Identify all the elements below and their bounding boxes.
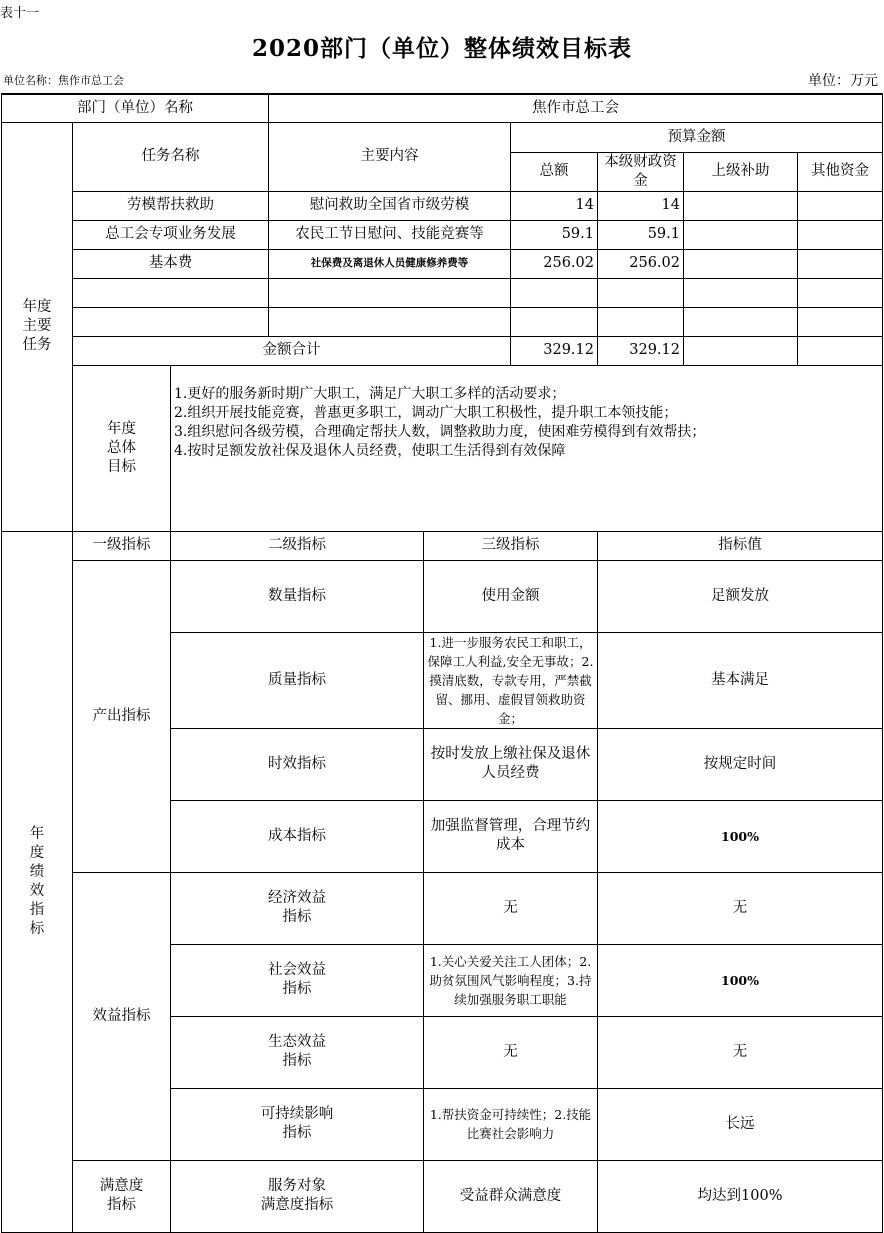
task-content xyxy=(269,278,511,307)
col-main-content: 主要内容 xyxy=(269,122,511,191)
goal-line: 4.按时足额发放社保及退休人员经费，使职工生活得到有效保障 xyxy=(174,442,566,459)
indicator-row xyxy=(2,1160,883,1232)
indicator-row xyxy=(2,560,883,632)
value-cell: 按规定时间 xyxy=(598,728,883,800)
level3-cell: 1.帮扶资金可持续性；2.技能比赛社会影响力 xyxy=(424,1088,598,1160)
dept-label: 部门（单位）名称 xyxy=(2,94,269,122)
level3-cell: 受益群众满意度 xyxy=(424,1160,598,1232)
task-local: 14 xyxy=(598,191,684,220)
level3-cell: 1.进一步服务农民工和职工，保障工人利益,安全无事故；2.摸清底数，专款专用，严禁截留、挪用、虚假冒领救助资金； xyxy=(424,632,598,728)
task-total xyxy=(511,278,598,307)
level2-cell: 数量指标 xyxy=(171,560,424,632)
sum-row xyxy=(2,336,883,365)
header-level2: 二级指标 xyxy=(171,531,424,560)
level2-cell: 质量指标 xyxy=(171,632,424,728)
level1-satisfaction: 满意度 指标 xyxy=(73,1160,171,1232)
level3-cell: 使用金额 xyxy=(424,560,598,632)
task-name: 基本费 xyxy=(73,249,269,278)
level3-cell: 1.关心关爱关注工人团体；2.助贫氛围风气影响程度；3.持续加强服务职工职能 xyxy=(424,944,598,1016)
level2-cell: 生态效益 指标 xyxy=(171,1016,424,1088)
task-upper xyxy=(684,307,798,336)
sum-upper xyxy=(684,336,798,365)
level2-cell: 经济效益 指标 xyxy=(171,872,424,944)
task-row xyxy=(2,191,883,220)
task-upper xyxy=(684,278,798,307)
level1-output: 产出指标 xyxy=(73,560,171,872)
unit-name: 单位名称：焦作市总工会 xyxy=(3,74,124,87)
task-row xyxy=(2,220,883,249)
task-upper xyxy=(684,191,798,220)
task-upper xyxy=(684,249,798,278)
task-local: 256.02 xyxy=(598,249,684,278)
sum-other xyxy=(798,336,883,365)
task-content xyxy=(269,307,511,336)
goals-text xyxy=(171,365,883,531)
sum-label: 金额合计 xyxy=(73,336,511,365)
task-name: 总工会专项业务发展 xyxy=(73,220,269,249)
goal-line: 1.更好的服务新时期广大职工，满足广大职工多样的活动要求； xyxy=(174,385,566,402)
task-name: 劳模帮扶救助 xyxy=(73,191,269,220)
task-content: 社保费及离退休人员健康修养费等 xyxy=(269,249,511,278)
level3-cell: 加强监督管理，合理节约成本 xyxy=(424,800,598,872)
goals-section-label xyxy=(73,365,171,531)
task-row xyxy=(2,278,883,307)
value-cell: 无 xyxy=(598,1016,883,1088)
page-title: 2020部门（单位）整体绩效目标表 xyxy=(251,35,632,62)
level2-cell: 可持续影响 指标 xyxy=(171,1088,424,1160)
level2-cell: 社会效益 指标 xyxy=(171,944,424,1016)
task-total: 14 xyxy=(511,191,598,220)
col-task-name: 任务名称 xyxy=(73,122,269,191)
task-name xyxy=(73,307,269,336)
task-other xyxy=(798,278,883,307)
tasks-section-text: 年度 主要 任务 xyxy=(22,299,52,353)
level2-cell: 服务对象 满意度指标 xyxy=(171,1160,424,1232)
level3-cell: 无 xyxy=(424,872,598,944)
goal-line: 2.组织开展技能竞赛，普惠更多职工，调动广大职工积极性，提升职工本领技能； xyxy=(174,404,678,421)
goal-line: 3.组织慰问各级劳模，合理确定帮扶人数，调整救助力度，使困难劳模得到有效帮扶； xyxy=(174,423,706,440)
value-cell: 长远 xyxy=(598,1088,883,1160)
level3-cell: 按时发放上缴社保及退休人员经费 xyxy=(424,728,598,800)
task-content: 农民工节日慰问、技能竞赛等 xyxy=(269,220,511,249)
sum-local: 329.12 xyxy=(598,336,684,365)
header-value: 指标值 xyxy=(598,531,883,560)
level2-cell: 成本指标 xyxy=(171,800,424,872)
task-content: 慰问救助全国省市级劳模 xyxy=(269,191,511,220)
value-cell: 均达到100% xyxy=(598,1160,883,1232)
indicator-row xyxy=(2,872,883,944)
level2-cell: 时效指标 xyxy=(171,728,424,800)
task-local xyxy=(598,307,684,336)
task-row xyxy=(2,307,883,336)
indicators-section-text: 年 度 绩 效 指 标 xyxy=(29,825,45,937)
task-other xyxy=(798,220,883,249)
task-local xyxy=(598,278,684,307)
task-total: 256.02 xyxy=(511,249,598,278)
task-name xyxy=(73,278,269,307)
header-level1: 一级指标 xyxy=(73,531,171,560)
goals-section-text: 年度 总体 目标 xyxy=(107,420,136,475)
col-budget: 预算金额 xyxy=(511,122,883,152)
indicators-section-label xyxy=(2,531,73,1232)
col-other-funds: 其他资金 xyxy=(798,152,883,191)
task-total xyxy=(511,307,598,336)
dept-name: 焦作市总工会 xyxy=(269,94,883,122)
col-total: 总额 xyxy=(511,152,598,191)
tasks-section-label xyxy=(2,122,73,531)
task-other xyxy=(798,191,883,220)
value-cell: 足额发放 xyxy=(598,560,883,632)
task-row xyxy=(2,249,883,278)
currency-unit: 单位：万元 xyxy=(808,73,878,89)
task-local: 59.1 xyxy=(598,220,684,249)
task-other xyxy=(798,249,883,278)
col-local-funds: 本级财政资金 xyxy=(598,152,684,191)
value-cell: 100% xyxy=(598,800,883,872)
value-cell: 100% xyxy=(598,944,883,1016)
level1-benefit: 效益指标 xyxy=(73,872,171,1160)
task-total: 59.1 xyxy=(511,220,598,249)
sum-total: 329.12 xyxy=(511,336,598,365)
col-upper-subsidy: 上级补助 xyxy=(684,152,798,191)
value-cell: 无 xyxy=(598,872,883,944)
value-cell: 基本满足 xyxy=(598,632,883,728)
performance-goal-table xyxy=(1,93,883,1233)
task-other xyxy=(798,307,883,336)
table-tag: 表十一 xyxy=(0,6,40,21)
task-upper xyxy=(684,220,798,249)
level3-cell: 无 xyxy=(424,1016,598,1088)
header-level3: 三级指标 xyxy=(424,531,598,560)
